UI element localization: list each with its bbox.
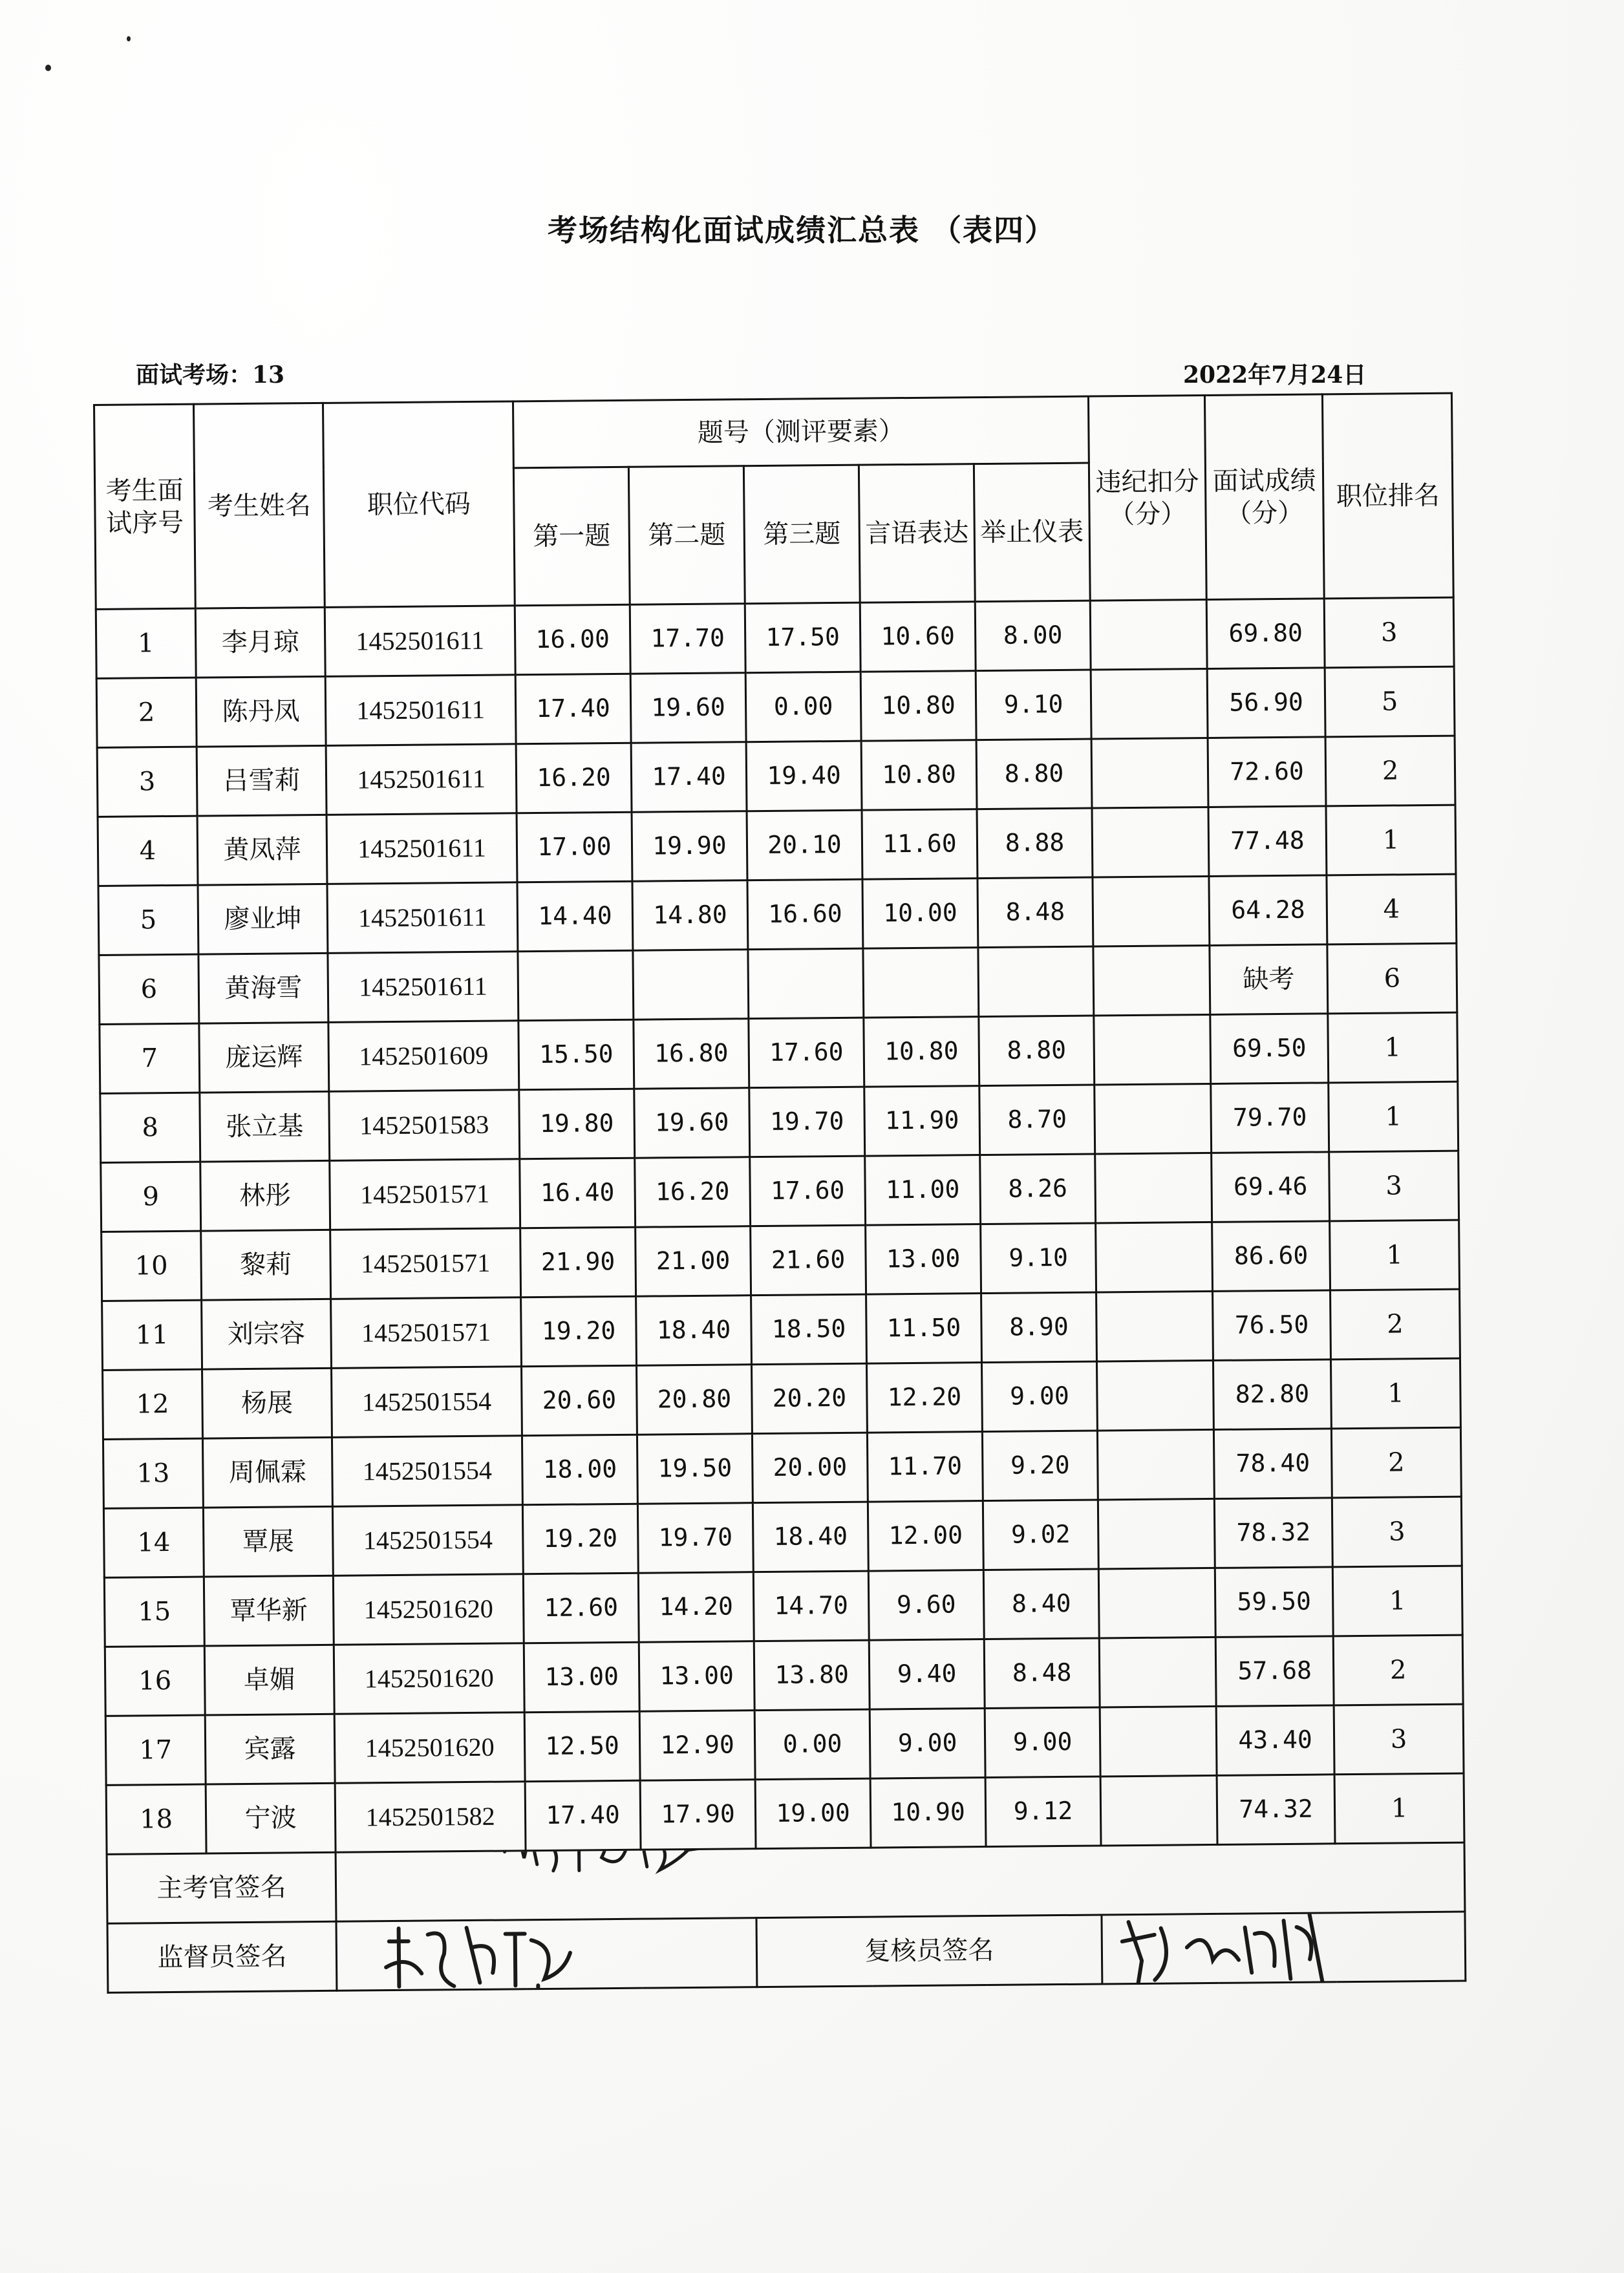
cell-rank: 2	[1333, 1635, 1463, 1705]
chief-examiner-signature-cell	[336, 1842, 1465, 1921]
cell-q3: 20.10	[747, 810, 862, 880]
col-header-manner: 举止仪表	[974, 463, 1090, 602]
cell-q1: 19.20	[522, 1504, 638, 1574]
table-row	[100, 1012, 1458, 1093]
cell-q3: 0.00	[745, 672, 861, 742]
cell-q1: 20.60	[522, 1365, 637, 1436]
reviewer-label: 复核员签名	[756, 1915, 1102, 1987]
table-row	[96, 667, 1455, 747]
col-header-question-group: 题号（测评要素）	[513, 396, 1089, 468]
cell-rank: 1	[1329, 1082, 1458, 1152]
cell-seq: 13	[103, 1438, 203, 1508]
cell-manner: 9.00	[985, 1707, 1100, 1778]
cell-q3: 17.50	[745, 603, 860, 673]
cell-rank: 3	[1324, 597, 1454, 668]
cell-speech: 13.00	[866, 1224, 981, 1295]
cell-speech: 11.00	[865, 1155, 981, 1226]
cell-q2: 18.40	[636, 1296, 752, 1366]
cell-manner: 9.10	[981, 1223, 1096, 1294]
cell-seq: 12	[103, 1369, 203, 1439]
cell-speech	[863, 948, 979, 1018]
cell-q3: 19.00	[755, 1778, 871, 1849]
cell-q1: 16.20	[516, 743, 632, 813]
cell-speech: 9.00	[870, 1709, 985, 1779]
cell-position-code: 1452501611	[327, 882, 518, 954]
table-row	[102, 1220, 1460, 1301]
cell-name: 庞运辉	[199, 1022, 329, 1093]
cell-q1: 16.00	[515, 604, 630, 675]
cell-q2: 17.90	[640, 1780, 756, 1850]
cell-speech: 10.60	[860, 602, 976, 672]
cell-speech: 10.80	[860, 671, 976, 742]
col-header-seq: 考生面试序号	[94, 404, 196, 609]
cell-q3: 20.00	[752, 1433, 868, 1503]
cell-speech: 10.90	[870, 1778, 986, 1848]
cell-q1: 14.40	[517, 881, 633, 952]
cell-name: 卓媚	[204, 1645, 334, 1715]
cell-speech: 11.60	[862, 809, 978, 880]
cell-score: 69.46	[1212, 1152, 1330, 1222]
cell-position-code: 1452501611	[325, 606, 515, 677]
cell-q2: 12.90	[639, 1711, 755, 1781]
cell-score: 78.40	[1213, 1429, 1332, 1499]
cell-name: 周佩霖	[202, 1437, 332, 1508]
cell-manner: 8.88	[977, 808, 1093, 879]
cell-deduct	[1098, 1568, 1215, 1638]
cell-position-code: 1452501571	[331, 1297, 522, 1369]
table-row	[97, 736, 1455, 816]
cell-deduct	[1100, 1706, 1217, 1777]
cell-seq: 2	[96, 678, 197, 747]
cell-seq: 4	[98, 816, 198, 886]
cell-manner	[978, 946, 1094, 1017]
supervisor-label: 监督员签名	[107, 1921, 337, 1992]
cell-rank: 1	[1332, 1566, 1462, 1636]
cell-rank: 2	[1331, 1427, 1461, 1498]
cell-q2: 19.60	[630, 673, 746, 743]
cell-deduct	[1096, 1291, 1213, 1361]
cell-q2: 16.80	[634, 1019, 749, 1089]
col-header-deduct: 违纪扣分（分）	[1088, 395, 1206, 601]
cell-manner: 8.70	[979, 1085, 1095, 1155]
cell-score: 57.68	[1215, 1636, 1334, 1707]
cell-position-code: 1452501611	[326, 744, 517, 815]
signature-row	[107, 1912, 1466, 1992]
cell-score: 56.90	[1207, 668, 1325, 738]
document-title: 考场结构化面试成绩汇总表 （表四）	[547, 213, 1056, 248]
col-header-q1: 第一题	[513, 467, 630, 606]
cell-rank: 3	[1334, 1704, 1464, 1775]
cell-speech: 10.80	[864, 1017, 979, 1087]
cell-seq: 3	[97, 747, 197, 816]
cell-position-code: 1452501620	[333, 1574, 524, 1645]
cell-deduct	[1098, 1499, 1215, 1569]
table-body	[96, 597, 1464, 1854]
cell-seq: 9	[101, 1162, 201, 1232]
cell-speech: 10.00	[862, 879, 978, 949]
cell-name: 林彤	[200, 1160, 330, 1231]
cell-position-code: 1452501554	[332, 1505, 523, 1576]
header-row	[94, 393, 1453, 471]
cell-q3: 17.60	[749, 1018, 864, 1088]
cell-manner: 8.26	[980, 1154, 1096, 1224]
scan-speck	[45, 65, 51, 71]
cell-q2: 13.00	[639, 1641, 754, 1712]
cell-score: 77.48	[1208, 806, 1327, 877]
cell-rank: 5	[1325, 667, 1455, 737]
cell-manner: 8.80	[979, 1016, 1095, 1086]
reviewer-signature	[1115, 1912, 1336, 1984]
cell-name: 宾露	[205, 1714, 335, 1784]
table-row	[103, 1427, 1461, 1508]
cell-score: 72.60	[1208, 737, 1326, 807]
cell-seq: 5	[98, 885, 198, 955]
cell-seq: 16	[105, 1646, 205, 1716]
cell-rank: 4	[1327, 874, 1457, 944]
cell-name: 黄凤萍	[197, 815, 327, 885]
cell-deduct	[1095, 1083, 1212, 1154]
col-header-score: 面试成绩（分）	[1204, 394, 1324, 600]
cell-q2: 19.70	[637, 1503, 753, 1574]
cell-position-code: 1452501571	[330, 1228, 521, 1299]
cell-speech: 11.50	[866, 1294, 982, 1364]
cell-score: 79.70	[1211, 1083, 1329, 1153]
cell-q2: 19.50	[637, 1434, 753, 1504]
cell-q3: 18.50	[751, 1294, 867, 1365]
cell-seq: 8	[100, 1093, 200, 1162]
cell-name: 覃展	[203, 1506, 333, 1577]
cell-name: 吕雪莉	[197, 745, 326, 816]
col-header-code: 职位代码	[323, 401, 515, 608]
cell-name: 杨展	[202, 1368, 332, 1438]
cell-speech: 11.70	[867, 1432, 983, 1502]
cell-position-code: 1452501583	[329, 1090, 520, 1161]
cell-deduct	[1092, 807, 1209, 877]
cell-rank: 1	[1331, 1358, 1461, 1429]
cell-name: 李月琼	[195, 607, 325, 678]
cell-manner: 9.12	[985, 1777, 1101, 1847]
table-row	[103, 1497, 1462, 1577]
cell-name: 张立基	[200, 1091, 330, 1162]
cell-position-code: 1452501554	[332, 1436, 522, 1507]
cell-q1: 17.40	[525, 1780, 641, 1851]
cell-q2	[633, 950, 749, 1020]
cell-q1: 19.20	[521, 1296, 637, 1367]
cell-rank: 3	[1332, 1497, 1462, 1567]
cell-q1: 12.50	[524, 1711, 640, 1782]
cell-score: 86.60	[1212, 1221, 1330, 1292]
cell-q3: 21.60	[751, 1225, 866, 1296]
cell-position-code: 1452501571	[330, 1159, 520, 1230]
cell-q2: 21.00	[636, 1226, 751, 1297]
cell-position-code: 1452501611	[328, 952, 518, 1023]
cell-position-code: 1452501554	[332, 1367, 522, 1438]
cell-score: 74.32	[1217, 1775, 1335, 1845]
cell-manner: 9.00	[981, 1361, 1097, 1432]
cell-manner: 8.48	[984, 1638, 1100, 1709]
cell-q1: 13.00	[524, 1642, 639, 1713]
cell-q1: 17.40	[515, 674, 631, 744]
cell-q1: 19.80	[519, 1089, 635, 1159]
signature-block	[107, 1842, 1466, 1992]
cell-position-code: 1452501582	[335, 1782, 526, 1853]
cell-score: 69.80	[1206, 599, 1325, 669]
scan-speck	[127, 36, 131, 41]
cell-seq: 7	[100, 1023, 200, 1093]
cell-q3: 19.70	[749, 1087, 865, 1157]
cell-seq: 15	[104, 1577, 204, 1647]
cell-speech: 12.20	[866, 1363, 982, 1433]
cell-q2: 20.80	[637, 1365, 753, 1435]
cell-name: 宁波	[206, 1783, 336, 1853]
cell-name: 刘宗容	[202, 1299, 332, 1369]
cell-deduct	[1091, 738, 1208, 808]
cell-speech: 9.60	[868, 1570, 984, 1641]
cell-position-code: 1452501611	[326, 813, 517, 884]
cell-q3	[748, 948, 864, 1019]
cell-speech: 9.40	[869, 1639, 985, 1710]
reviewer-signature-cell	[1102, 1912, 1466, 1984]
cell-seq: 11	[102, 1300, 202, 1370]
table-row	[100, 1082, 1458, 1162]
col-header-q3: 第三题	[743, 465, 860, 604]
cell-q3: 0.00	[754, 1709, 870, 1780]
cell-rank: 1	[1330, 1220, 1460, 1290]
cell-name: 陈丹凤	[196, 676, 326, 747]
cell-q1: 15.50	[518, 1019, 634, 1090]
cell-manner: 8.48	[978, 877, 1093, 948]
cell-q3: 18.40	[753, 1502, 868, 1572]
cell-score: 64.28	[1209, 875, 1327, 946]
cell-q3: 17.60	[750, 1156, 866, 1226]
cell-score: 缺考	[1210, 944, 1328, 1015]
cell-manner: 8.90	[981, 1292, 1097, 1363]
cell-speech: 10.80	[861, 740, 977, 811]
cell-q2: 19.90	[632, 811, 747, 882]
cell-deduct	[1100, 1775, 1217, 1846]
cell-q3: 13.80	[754, 1640, 870, 1711]
cell-q1: 21.90	[520, 1227, 636, 1297]
col-header-speech: 言语表达	[859, 464, 975, 603]
cell-deduct	[1091, 668, 1208, 739]
cell-deduct	[1090, 599, 1207, 670]
col-header-rank: 职位排名	[1322, 393, 1453, 599]
score-table	[93, 392, 1466, 1994]
cell-rank: 1	[1328, 1012, 1458, 1083]
cell-deduct	[1099, 1637, 1216, 1707]
table-row	[98, 805, 1456, 886]
cell-manner: 8.80	[976, 739, 1092, 809]
cell-position-code: 1452501609	[328, 1021, 519, 1092]
supervisor-signature-cell	[336, 1918, 757, 1991]
cell-manner: 8.40	[983, 1569, 1099, 1639]
cell-deduct	[1095, 1153, 1212, 1223]
supervisor-signature	[376, 1918, 584, 1991]
cell-q1	[518, 950, 634, 1021]
table-row	[98, 874, 1457, 955]
cell-q2: 19.60	[634, 1088, 750, 1158]
cell-manner: 9.10	[976, 670, 1091, 740]
table-row	[106, 1773, 1464, 1854]
cell-score: 43.40	[1216, 1705, 1334, 1776]
cell-rank: 1	[1326, 805, 1456, 875]
cell-manner: 8.00	[975, 601, 1091, 671]
cell-score: 69.50	[1210, 1014, 1329, 1084]
table-row	[101, 1151, 1459, 1232]
cell-seq: 18	[106, 1784, 206, 1854]
cell-q2: 14.80	[632, 880, 748, 951]
cell-score: 82.80	[1213, 1360, 1332, 1430]
cell-rank: 3	[1329, 1151, 1459, 1221]
cell-seq: 1	[96, 608, 196, 678]
cell-rank: 1	[1334, 1773, 1464, 1844]
cell-score: 76.50	[1213, 1290, 1331, 1361]
cell-deduct	[1093, 945, 1210, 1016]
cell-seq: 17	[105, 1715, 206, 1785]
chief-examiner-label: 主考官签名	[107, 1852, 336, 1923]
cell-position-code: 1452501620	[334, 1643, 524, 1714]
cell-manner: 9.02	[983, 1500, 1098, 1570]
cell-q1: 12.60	[523, 1573, 639, 1643]
cell-q1: 17.00	[517, 812, 632, 882]
cell-rank: 2	[1325, 736, 1455, 806]
cell-position-code: 1452501620	[334, 1713, 525, 1784]
cell-seq: 10	[102, 1231, 202, 1301]
table-row	[105, 1635, 1463, 1716]
col-header-q2: 第二题	[628, 466, 745, 605]
col-header-name: 考生姓名	[194, 403, 325, 608]
cell-name: 廖业坤	[198, 884, 328, 954]
cell-deduct	[1096, 1222, 1213, 1292]
venue-label: 面试考场：13	[136, 361, 285, 389]
cell-score: 59.50	[1215, 1567, 1333, 1638]
table-row	[96, 597, 1454, 678]
signature-row	[107, 1842, 1465, 1923]
cell-position-code: 1452501611	[325, 675, 516, 746]
cell-deduct	[1097, 1360, 1214, 1431]
cell-speech: 11.90	[864, 1086, 980, 1157]
document-date: 2022年7月24日	[1183, 361, 1367, 389]
cell-deduct	[1094, 1014, 1211, 1085]
cell-speech: 12.00	[868, 1501, 983, 1572]
cell-q2: 14.20	[638, 1572, 754, 1643]
cell-name: 覃华新	[204, 1575, 334, 1646]
cell-seq: 6	[99, 954, 199, 1024]
table-row	[102, 1289, 1460, 1370]
cell-manner: 9.20	[982, 1431, 1098, 1501]
cell-rank: 6	[1327, 943, 1457, 1014]
cell-q2: 17.70	[630, 604, 745, 674]
table-row	[99, 943, 1457, 1024]
cell-name: 黄海雪	[198, 953, 328, 1023]
cell-q3: 16.60	[747, 879, 863, 950]
cell-q3: 19.40	[746, 741, 862, 811]
table-row	[104, 1566, 1462, 1647]
cell-q2: 17.40	[631, 742, 747, 813]
cell-name: 黎莉	[201, 1230, 331, 1300]
cell-deduct	[1097, 1429, 1214, 1500]
cell-deduct	[1093, 876, 1210, 946]
cell-rank: 2	[1330, 1289, 1460, 1360]
cell-score: 78.32	[1214, 1498, 1332, 1568]
table-row	[103, 1358, 1461, 1439]
cell-q2: 16.20	[635, 1157, 751, 1228]
cell-seq: 14	[103, 1508, 204, 1577]
table-row	[105, 1704, 1464, 1785]
cell-q3: 20.20	[752, 1363, 868, 1434]
cell-q1: 18.00	[522, 1435, 637, 1505]
cell-q3: 14.70	[753, 1571, 869, 1641]
cell-q1: 16.40	[520, 1158, 636, 1228]
